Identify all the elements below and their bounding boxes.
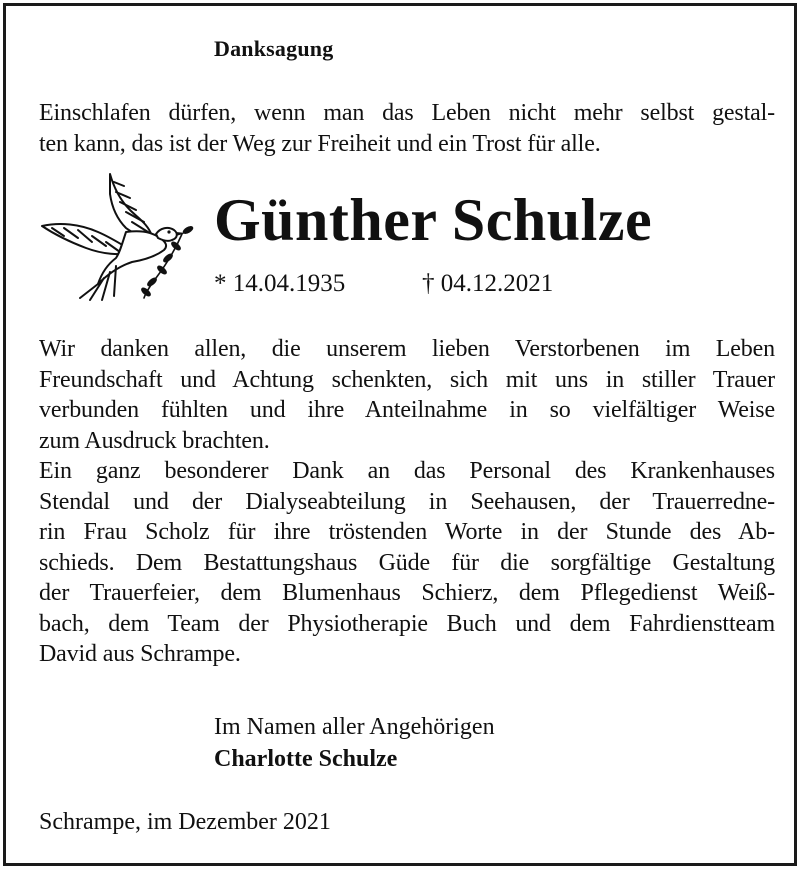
body-line: Stendal und der Dialyseabteilung in Seehausen, der Trauerredne- — [39, 488, 775, 515]
verse-block — [39, 98, 775, 159]
body-line: schieds. Dem Bestattungshaus Güde für die sorgfältige Gestaltung — [39, 549, 775, 576]
notice-heading: Danksagung — [214, 36, 334, 61]
verse-line: ten kann, das ist der Weg zur Freiheit und ein Trost für alle. — [39, 130, 601, 157]
body-text — [39, 334, 775, 670]
body-line: der Trauerfeier, dem Blumenhaus Schierz, dem Pflegedienst Weiß- — [39, 580, 775, 606]
obituary-notice — [3, 3, 797, 866]
verse-line: Einschlafen dürfen, wenn man das Leben nicht mehr selbst gestal- — [39, 100, 775, 126]
death-date: † 04.12.2021 — [422, 270, 554, 297]
body-line: bach, dem Team der Physiotherapie Buch und dem Fahrdienstteam — [39, 610, 775, 637]
body-line: Wir danken allen, die unserem lieben Verstorbenen im Leben — [39, 336, 775, 362]
body-line: Freundschaft und Achtung schenkten, sich mit uns in stiller Trauer — [39, 366, 775, 393]
birth-date: * 14.04.1935 — [214, 270, 346, 297]
signature-label: Im Namen aller Angehörigen — [214, 714, 495, 740]
body-line: rin Frau Scholz für ihre tröstenden Worte in der Stunde des Ab- — [39, 519, 775, 545]
deceased-name: Günther Schulze — [214, 187, 653, 253]
body-line: David aus Schrampe. — [39, 641, 241, 667]
place-and-date: Schrampe, im Dezember 2021 — [39, 809, 331, 835]
dove-with-olive-branch-icon — [40, 166, 200, 304]
signature-name: Charlotte Schulze — [214, 746, 398, 772]
body-line: Ein ganz besonderer Dank an das Personal des Krankenhauses — [39, 458, 775, 484]
body-line: verbunden fühlten und ihre Anteilnahme in so vielfältiger Weise — [39, 397, 775, 423]
body-line: zum Ausdruck brachten. — [39, 427, 270, 454]
